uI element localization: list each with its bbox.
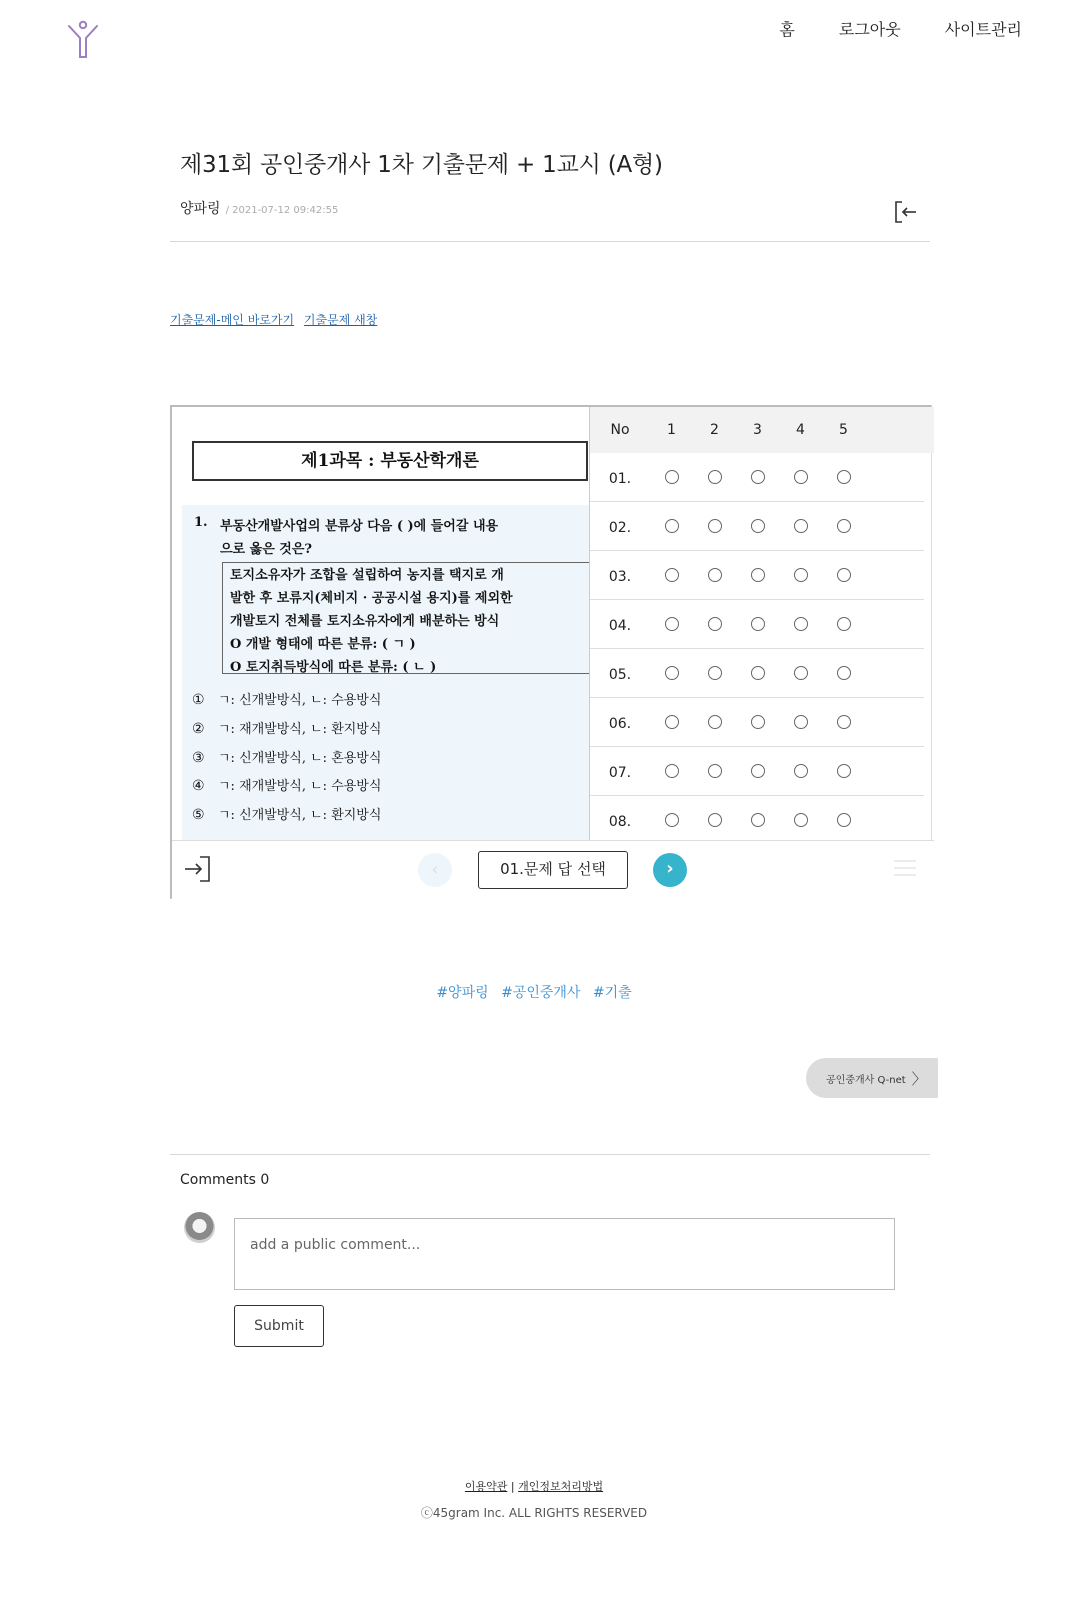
option-cell bbox=[822, 568, 865, 582]
copyright: ⓒ45gram Inc. ALL RIGHTS RESERVED bbox=[420, 1506, 648, 1520]
choice-text: ㄱ: 재개발방식, ㄴ: 수용방식 bbox=[218, 779, 382, 794]
quiz-viewer bbox=[170, 405, 932, 899]
row-number: 01. bbox=[608, 471, 632, 487]
answer-radio[interactable] bbox=[665, 617, 679, 631]
answer-row bbox=[590, 453, 924, 502]
answer-radio[interactable] bbox=[751, 813, 765, 827]
answer-radio[interactable] bbox=[837, 715, 851, 729]
choice-item bbox=[192, 689, 381, 708]
terms-link[interactable]: 이용약관 bbox=[464, 1480, 508, 1493]
answer-rows bbox=[590, 453, 934, 840]
option-cell bbox=[650, 470, 693, 484]
answer-radio[interactable] bbox=[837, 470, 851, 484]
option-cell bbox=[650, 715, 693, 729]
tag-link[interactable]: #공인중개사 bbox=[501, 985, 581, 1001]
answer-radio[interactable] bbox=[665, 813, 679, 827]
answer-radio[interactable] bbox=[708, 568, 722, 582]
option-cell bbox=[736, 666, 779, 680]
row-number: 08. bbox=[608, 814, 632, 830]
divider bbox=[170, 241, 930, 242]
answer-radio[interactable] bbox=[794, 764, 808, 778]
main-link[interactable]: 기출문제-메인 바로가기 bbox=[170, 313, 295, 327]
divider bbox=[170, 1154, 930, 1155]
option-cell bbox=[693, 715, 736, 729]
top-nav bbox=[735, 19, 1022, 41]
question-number: 1. bbox=[194, 515, 208, 530]
quick-links bbox=[170, 311, 383, 328]
question-stem: 부동산개발사업의 분류상 다음 ( )에 들어갈 내용 bbox=[220, 519, 499, 534]
option-cell bbox=[736, 568, 779, 582]
answer-radio[interactable] bbox=[665, 764, 679, 778]
exit-icon[interactable] bbox=[893, 199, 919, 225]
header-option: 5 bbox=[839, 422, 848, 438]
question-box-text: O 개발 형태에 따른 분류: ( ㄱ ) bbox=[230, 637, 416, 652]
post-meta bbox=[180, 198, 338, 218]
prev-button[interactable]: ‹ bbox=[418, 853, 452, 887]
option-cell bbox=[693, 568, 736, 582]
choice-number: ① bbox=[192, 692, 205, 708]
option-cell bbox=[650, 617, 693, 631]
option-cell bbox=[650, 519, 693, 533]
choice-text: ㄱ: 신개발방식, ㄴ: 수용방식 bbox=[218, 693, 382, 708]
answer-radio[interactable] bbox=[794, 470, 808, 484]
answer-radio[interactable] bbox=[708, 617, 722, 631]
answer-radio[interactable] bbox=[708, 470, 722, 484]
option-cell bbox=[779, 470, 822, 484]
option-cell bbox=[736, 617, 779, 631]
choice-item bbox=[192, 775, 381, 794]
nav-logout-link[interactable]: 로그아웃 bbox=[838, 20, 901, 39]
answer-radio[interactable] bbox=[794, 813, 808, 827]
answer-radio[interactable] bbox=[665, 519, 679, 533]
qnet-label: 공인중개사 Q-net bbox=[826, 1074, 906, 1086]
row-number: 02. bbox=[608, 520, 632, 536]
option-cell bbox=[779, 568, 822, 582]
answer-radio[interactable] bbox=[794, 715, 808, 729]
avatar bbox=[184, 1212, 215, 1243]
question-box-text: 토지소유자가 조합을 설립하여 농지를 택지로 개 bbox=[230, 568, 504, 583]
comments-count: Comments 0 bbox=[180, 1172, 270, 1188]
menu-icon[interactable] bbox=[894, 860, 916, 878]
option-cell bbox=[693, 764, 736, 778]
answer-radio[interactable] bbox=[665, 470, 679, 484]
answer-radio[interactable] bbox=[751, 715, 765, 729]
option-cell bbox=[822, 715, 865, 729]
comment-input[interactable] bbox=[234, 1218, 895, 1290]
answer-sheet bbox=[590, 407, 934, 840]
option-cell bbox=[822, 519, 865, 533]
option-cell bbox=[779, 764, 822, 778]
option-cell bbox=[822, 813, 865, 827]
answer-radio[interactable] bbox=[837, 617, 851, 631]
option-cell bbox=[822, 617, 865, 631]
question-box-text: O 토지취득방식에 따른 분류: ( ㄴ ) bbox=[230, 660, 437, 675]
answer-radio[interactable] bbox=[794, 617, 808, 631]
option-cell bbox=[736, 715, 779, 729]
answer-radio[interactable] bbox=[751, 666, 765, 680]
choice-number: ⑤ bbox=[192, 807, 205, 823]
subject-title: 제1과목 : 부동산학개론 bbox=[192, 441, 588, 481]
option-cell bbox=[822, 470, 865, 484]
option-cell bbox=[779, 813, 822, 827]
row-number: 05. bbox=[608, 667, 632, 683]
option-cell bbox=[693, 470, 736, 484]
option-cell bbox=[779, 617, 822, 631]
option-cell bbox=[650, 666, 693, 680]
answer-radio[interactable] bbox=[794, 519, 808, 533]
answer-row bbox=[590, 747, 924, 796]
submit-button[interactable]: Submit bbox=[234, 1305, 324, 1347]
option-cell bbox=[693, 519, 736, 533]
option-cell bbox=[822, 764, 865, 778]
answer-radio[interactable] bbox=[837, 764, 851, 778]
row-number: 06. bbox=[608, 716, 632, 732]
header-option: 4 bbox=[796, 422, 805, 438]
answer-radio[interactable] bbox=[837, 813, 851, 827]
footer-links bbox=[0, 1478, 1068, 1494]
option-cell bbox=[736, 519, 779, 533]
viewer-toolbar bbox=[172, 840, 934, 900]
question-box-text: 발한 후 보류지(체비지 · 공공시설 용지)를 제외한 bbox=[230, 591, 513, 606]
answer-radio[interactable] bbox=[708, 715, 722, 729]
answer-sheet-header bbox=[590, 407, 934, 453]
page-title: 제31회 공인중개사 1차 기출문제 + 1교시 (A형) bbox=[180, 152, 663, 178]
choice-text: ㄱ: 신개발방식, ㄴ: 혼용방식 bbox=[218, 751, 382, 766]
answer-row bbox=[590, 649, 924, 698]
row-number: 03. bbox=[608, 569, 632, 585]
tag-list bbox=[0, 982, 1068, 1002]
option-cell bbox=[736, 470, 779, 484]
tag-link[interactable]: #기출 bbox=[592, 985, 632, 1001]
option-cell bbox=[650, 764, 693, 778]
tag-link[interactable]: #양파링 bbox=[436, 985, 489, 1001]
option-cell bbox=[693, 617, 736, 631]
answer-radio[interactable] bbox=[665, 666, 679, 680]
question-box-text: 개발토지 전체를 토지소유자에게 배분하는 방식 bbox=[230, 614, 500, 629]
answer-radio[interactable] bbox=[751, 764, 765, 778]
answer-row bbox=[590, 796, 924, 840]
header-option: 1 bbox=[667, 422, 676, 438]
answer-radio[interactable] bbox=[837, 666, 851, 680]
site-logo-icon[interactable] bbox=[66, 20, 100, 60]
choice-item bbox=[192, 747, 381, 766]
answer-radio[interactable] bbox=[665, 568, 679, 582]
choice-text: ㄱ: 신개발방식, ㄴ: 환지방식 bbox=[218, 808, 382, 823]
question-stem: 으로 옳은 것은? bbox=[220, 542, 313, 557]
answer-radio[interactable] bbox=[751, 617, 765, 631]
footer-separator: | bbox=[510, 1480, 515, 1493]
privacy-link[interactable]: 개인정보처리방법 bbox=[518, 1480, 604, 1493]
answer-radio[interactable] bbox=[708, 813, 722, 827]
post-author: 양파링 bbox=[180, 201, 221, 217]
answer-row bbox=[590, 551, 924, 600]
row-number: 04. bbox=[608, 618, 632, 634]
choice-item bbox=[192, 718, 381, 737]
option-cell bbox=[779, 666, 822, 680]
option-cell bbox=[736, 813, 779, 827]
option-cell bbox=[650, 568, 693, 582]
option-cell bbox=[779, 715, 822, 729]
option-cell bbox=[693, 813, 736, 827]
answer-radio[interactable] bbox=[794, 666, 808, 680]
chevron-right-icon: 〉 bbox=[911, 1069, 927, 1088]
header-option: 2 bbox=[710, 422, 719, 438]
answer-radio[interactable] bbox=[837, 519, 851, 533]
answer-radio[interactable] bbox=[751, 519, 765, 533]
option-cell bbox=[779, 519, 822, 533]
header-no: No bbox=[610, 422, 630, 438]
choice-number: ② bbox=[192, 721, 205, 737]
answer-row bbox=[590, 502, 924, 551]
question-image bbox=[172, 407, 590, 840]
answer-row bbox=[590, 600, 924, 649]
post-date: / 2021-07-12 09:42:55 bbox=[225, 205, 339, 216]
qnet-button[interactable] bbox=[806, 1058, 938, 1098]
answer-radio[interactable] bbox=[751, 568, 765, 582]
choice-number: ④ bbox=[192, 778, 205, 794]
new-window-link[interactable]: 기출문제 새창 bbox=[303, 313, 378, 327]
option-cell bbox=[650, 813, 693, 827]
option-cell bbox=[736, 764, 779, 778]
answer-radio[interactable] bbox=[665, 715, 679, 729]
option-cell bbox=[822, 666, 865, 680]
nav-home-link[interactable]: 홈 bbox=[779, 20, 795, 39]
answer-radio[interactable] bbox=[708, 519, 722, 533]
row-number: 07. bbox=[608, 765, 632, 781]
next-button[interactable]: › bbox=[653, 853, 687, 887]
choice-number: ③ bbox=[192, 750, 205, 766]
option-cell bbox=[693, 666, 736, 680]
enter-icon[interactable] bbox=[182, 854, 212, 884]
choice-text: ㄱ: 재개발방식, ㄴ: 환지방식 bbox=[218, 722, 382, 737]
answer-select-button[interactable]: 01.문제 답 선택 bbox=[478, 851, 628, 889]
answer-row bbox=[590, 698, 924, 747]
answer-radio[interactable] bbox=[794, 568, 808, 582]
answer-radio[interactable] bbox=[751, 470, 765, 484]
answer-radio[interactable] bbox=[837, 568, 851, 582]
answer-radio[interactable] bbox=[708, 666, 722, 680]
header-option: 3 bbox=[753, 422, 762, 438]
answer-radio[interactable] bbox=[708, 764, 722, 778]
nav-admin-link[interactable]: 사이트관리 bbox=[944, 20, 1022, 39]
choice-item bbox=[192, 804, 381, 823]
